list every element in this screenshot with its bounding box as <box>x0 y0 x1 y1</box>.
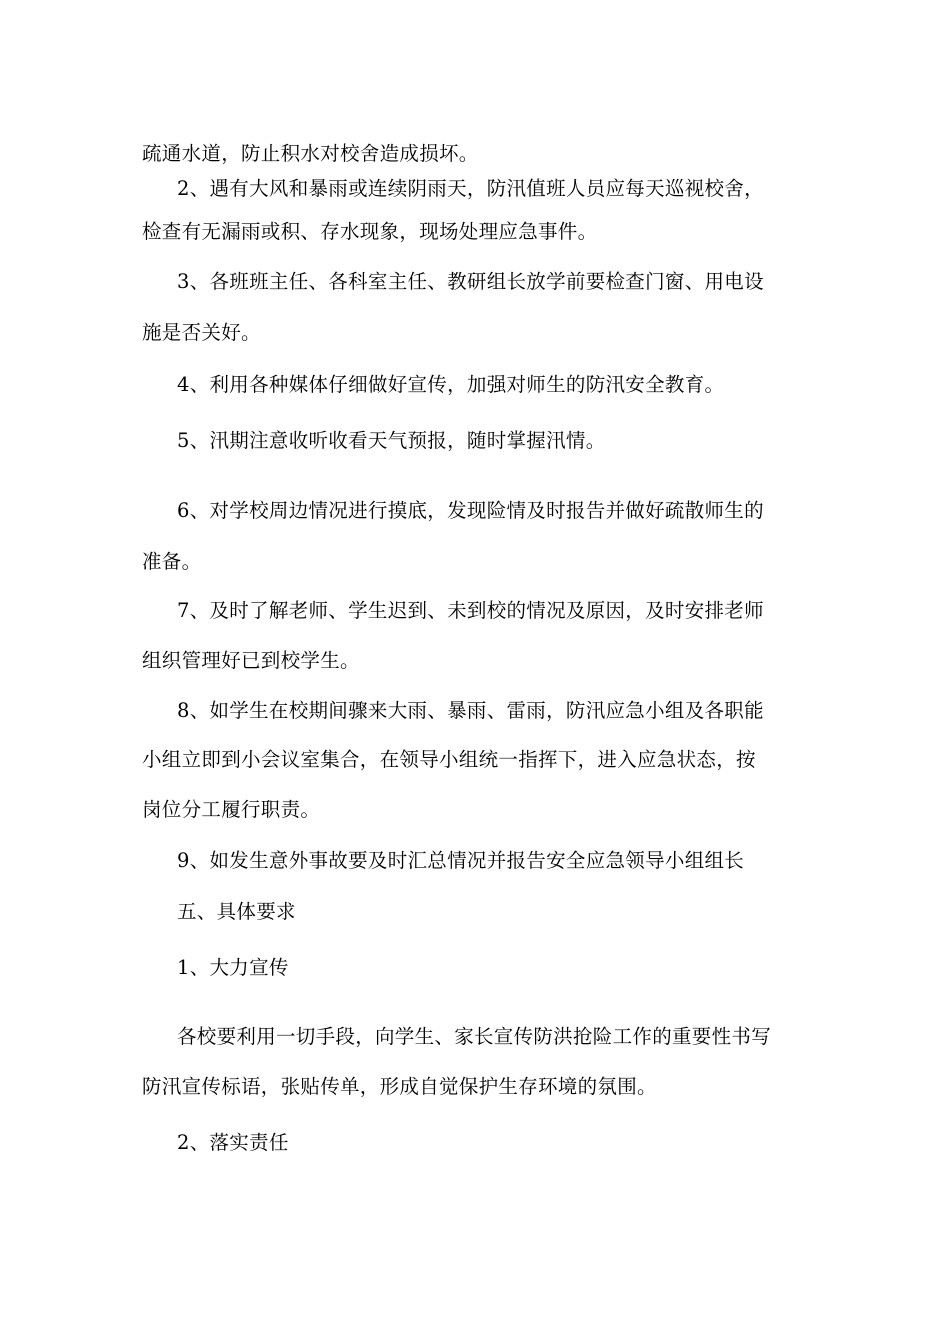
body-line: 7、及时了解老师、学生迟到、未到校的情况及原因，及时安排老师 <box>177 599 764 622</box>
body-line: 9、如发生意外事故要及时汇总情况并报告安全应急领导小组组长 <box>177 849 745 872</box>
body-line: 防汛宣传标语，张贴传单，形成自觉保护生存环境的氛围。 <box>142 1075 657 1098</box>
subsection-heading: 2、落实责任 <box>177 1131 289 1154</box>
body-line: 岗位分工履行职责。 <box>142 798 321 821</box>
body-line: 5、汛期注意收听收看天气预报，随时掌握汛情。 <box>177 429 606 452</box>
body-line: 8、如学生在校期间骤来大雨、暴雨、雷雨，防汛应急小组及各职能 <box>177 699 764 722</box>
body-line: 疏通水道，防止积水对校舍造成损坏。 <box>142 142 479 165</box>
body-line: 小组立即到小会议室集合，在领导小组统一指挥下，进入应急状态，按 <box>142 748 756 771</box>
body-line: 4、利用各种媒体仔细做好宣传，加强对师生的防汛安全教育。 <box>177 373 725 396</box>
body-line: 6、对学校周边情况进行摸底，发现险情及时报告并做好疏散师生的 <box>177 499 764 522</box>
body-line: 2、遇有大风和暴雨或连续阴雨天，防汛值班人员应每天巡视校舍， <box>177 177 764 200</box>
body-line: 检查有无漏雨或积、存水现象，现场处理应急事件。 <box>142 220 598 243</box>
subsection-heading: 1、大力宣传 <box>177 956 289 979</box>
body-line: 施是否关好。 <box>142 321 261 344</box>
body-line: 组织管理好已到校学生。 <box>142 649 360 672</box>
body-line: 3、各班班主任、各科室主任、教研组长放学前要检查门窗、用电设 <box>177 270 764 293</box>
body-line: 准备。 <box>142 550 202 573</box>
body-line: 各校要利用一切手段，向学生、家长宣传防洪抢险工作的重要性书写 <box>177 1025 772 1048</box>
section-heading: 五、具体要求 <box>177 900 296 923</box>
